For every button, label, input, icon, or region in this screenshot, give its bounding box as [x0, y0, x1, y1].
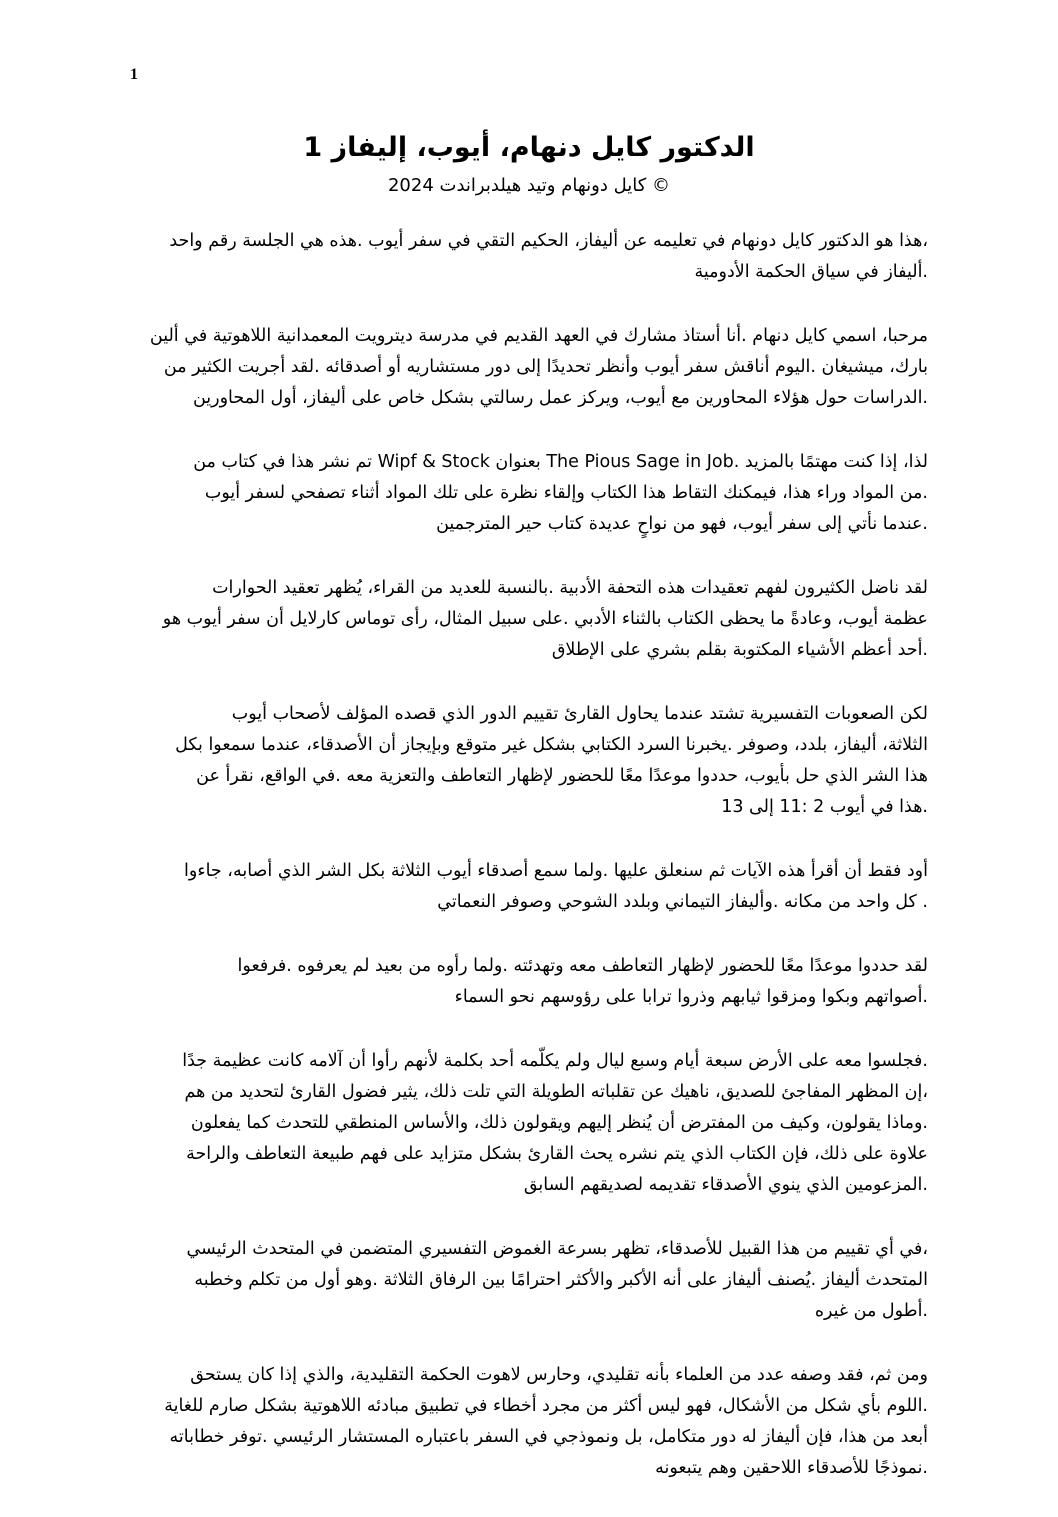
paragraph-line: أود فقط أن أقرأ هذه الآيات ثم سنعلق عليها .ولما سمع أصدقاء أيوب الثلاثة بكل الشر الذي أصابه، جاءوا [184, 861, 928, 881]
paragraph-line: لقد ناضل الكثيرون لفهم تعقيدات هذه التحفة الأدبية .بالنسبة للعديد من القراء، يُظهر تعقيد الحوارات [212, 578, 928, 598]
document-title: الدكتور كايل دنهام، أيوب، إليفاز 1 [303, 132, 755, 163]
paragraph-line: المتحدث أليفاز .يُصنف أليفاز على أنه الأكبر والأكثر احترامًا بين الرفاق الثلاثة .وهو أول من تكلم وخطبه [194, 1270, 928, 1290]
paragraph [130, 1046, 928, 1201]
paragraph-line: ومن ثم، فقد وصفه عدد من العلماء بأنه تقليدي، وحارس لاهوت الحكمة التقليدية، والذي إذا كان يستحق [190, 1365, 928, 1385]
paragraph-line: .المزعومين الذي ينوي الأصدقاء تقديمه لصديقهم السابق [523, 1175, 928, 1195]
paragraph-line: .فجلسوا معه على الأرض سبعة أيام وسبع ليال ولم يكلّمه أحد بكلمة لأنهم رأوا أن آلامه كانت عظيمة جدًا [182, 1051, 928, 1071]
paragraph-line: ،في أي تقييم من هذا القبيل للأصدقاء، تظهر بسرعة الغموض التفسيري المتضمن في المتحدث الرئيسي [186, 1239, 928, 1259]
paragraph-line: لذا، إذا كنت مهتمًا بالمزيد .The Pious Sage in Job بعنوان Wipf & Stock تم نشر هذا في كتاب من [193, 452, 928, 472]
paragraph [130, 226, 928, 288]
paragraph-line: أبعد من هذا، فإن أليفاز له دور متكامل، بل ونموذجي في السفر باعتباره المستشار الرئيسي .توفر خطاباته [169, 1427, 928, 1447]
paragraph-line: .اللوم بأي شكل من الأشكال، فهو ليس أكثر من مجرد أخطاء في تطبيق مبادئه اللاهوتية بشكل صارم للغاية [164, 1396, 928, 1416]
paragraph [130, 1234, 928, 1327]
paragraph [130, 856, 928, 918]
paragraph-line: .أطول من غيره [814, 1301, 928, 1321]
paragraph-line: علاوة على ذلك، فإن الكتاب الذي يتم نشره يحث القارئ بشكل متزايد على فهم طبيعة التعاطف والراحة [186, 1144, 928, 1164]
paragraph-line: .نموذجًا للأصدقاء اللاحقين وهم يتبعونه [655, 1458, 928, 1478]
paragraph-line: .هذا في أيوب 2 :11 إلى 13 [721, 797, 928, 817]
paragraph-line: .عندما نأتي إلى سفر أيوب، فهو من نواحٍ عديدة كتاب حير المترجمين [436, 514, 928, 534]
paragraph-line: الثلاثة، أليفاز، بلدد، وصوفر .يخبرنا السرد الكتابي بشكل غير متوقع وبإيجاز أن الأصدقاء، عندما سمعوا بكل [175, 735, 928, 755]
paragraph [130, 447, 928, 540]
paragraph-line: لكن الصعوبات التفسيرية تشتد عندما يحاول القارئ تقييم الدور الذي قصده المؤلف لأصحاب أيوب [231, 704, 928, 724]
paragraph [130, 321, 928, 414]
page-number: 1 [130, 66, 138, 83]
document-subtitle: كايل دونهام وتيد هيلدبراندت 2024 © [387, 175, 671, 196]
paragraph-line: لقد حددوا موعدًا معًا للحضور لإظهار التعاطف معه وتهدئته .ولما رأوه من بعيد لم يعرفوه .فرفعوا [237, 956, 928, 976]
paragraph [130, 699, 928, 823]
paragraph-line: .أحد أعظم الأشياء المكتوبة بقلم بشري على الإطلاق [551, 640, 928, 660]
paragraph-line: .أصواتهم وبكوا ومزقوا ثيابهم وذروا ترابا على رؤوسهم نحو السماء [454, 987, 928, 1007]
paragraph-line: عظمة أيوب، وعادةً ما يحظى الكتاب بالثناء الأدبي .على سبيل المثال، رأى توماس كارلايل أن سفر أيوب هو [162, 609, 928, 629]
paragraph-line: .من المواد وراء هذا، فيمكنك التقاط هذا الكتاب وإلقاء نظرة على تلك المواد أثناء تصفحي لسفر أيوب [204, 483, 928, 503]
paragraph [130, 951, 928, 1013]
paragraph-line: بارك، ميشيغان .اليوم أناقش سفر أيوب وأنظر تحديدًا إلى دور مستشاريه أو أصدقائه .لقد أجريت الكثير من [163, 357, 928, 377]
paragraph-line: هذا الشر الذي حل بأيوب، حددوا موعدًا معًا للحضور لإظهار التعاطف والتعزية معه .في الواقع، نقرأ عن [196, 766, 928, 786]
paragraph-line: مرحبا، اسمي كايل دنهام .أنا أستاذ مشارك في العهد القديم في مدرسة ديترويت المعمدانية اللاهوتية في ألين [149, 326, 928, 346]
paragraph-line: ،إن المظهر المفاجئ للصديق، ناهيك عن تقلباته الطويلة التي تلت ذلك، يثير فضول القارئ لتحديد من هم [184, 1082, 928, 1102]
paragraph-line: .أليفاز في سياق الحكمة الأدومية [694, 262, 928, 282]
paragraph-line: .الدراسات حول هؤلاء المحاورين مع أيوب، ويركز عمل رسالتي بشكل خاص على أليفاز، أول المحاورين [192, 388, 928, 408]
paragraph-line: .وماذا يقولون، وكيف من المفترض أن يُنظر إليهم ويقولون ذلك، والأساس المنطقي للتحدث كما يفعلون [190, 1113, 928, 1133]
paragraph-line: ،هذا هو الدكتور كايل دونهام في تعليمه عن أليفاز، الحكيم التقي في سفر أيوب .هذه هي الجلسة رقم واحد [169, 231, 928, 251]
paragraph-line: . كل واحد من مكانه .وأليفاز التيماني وبلدد الشوحي وصوفر النعماتي [437, 892, 928, 912]
document-body [130, 226, 928, 1517]
paragraph [130, 573, 928, 666]
paragraph [130, 1360, 928, 1484]
